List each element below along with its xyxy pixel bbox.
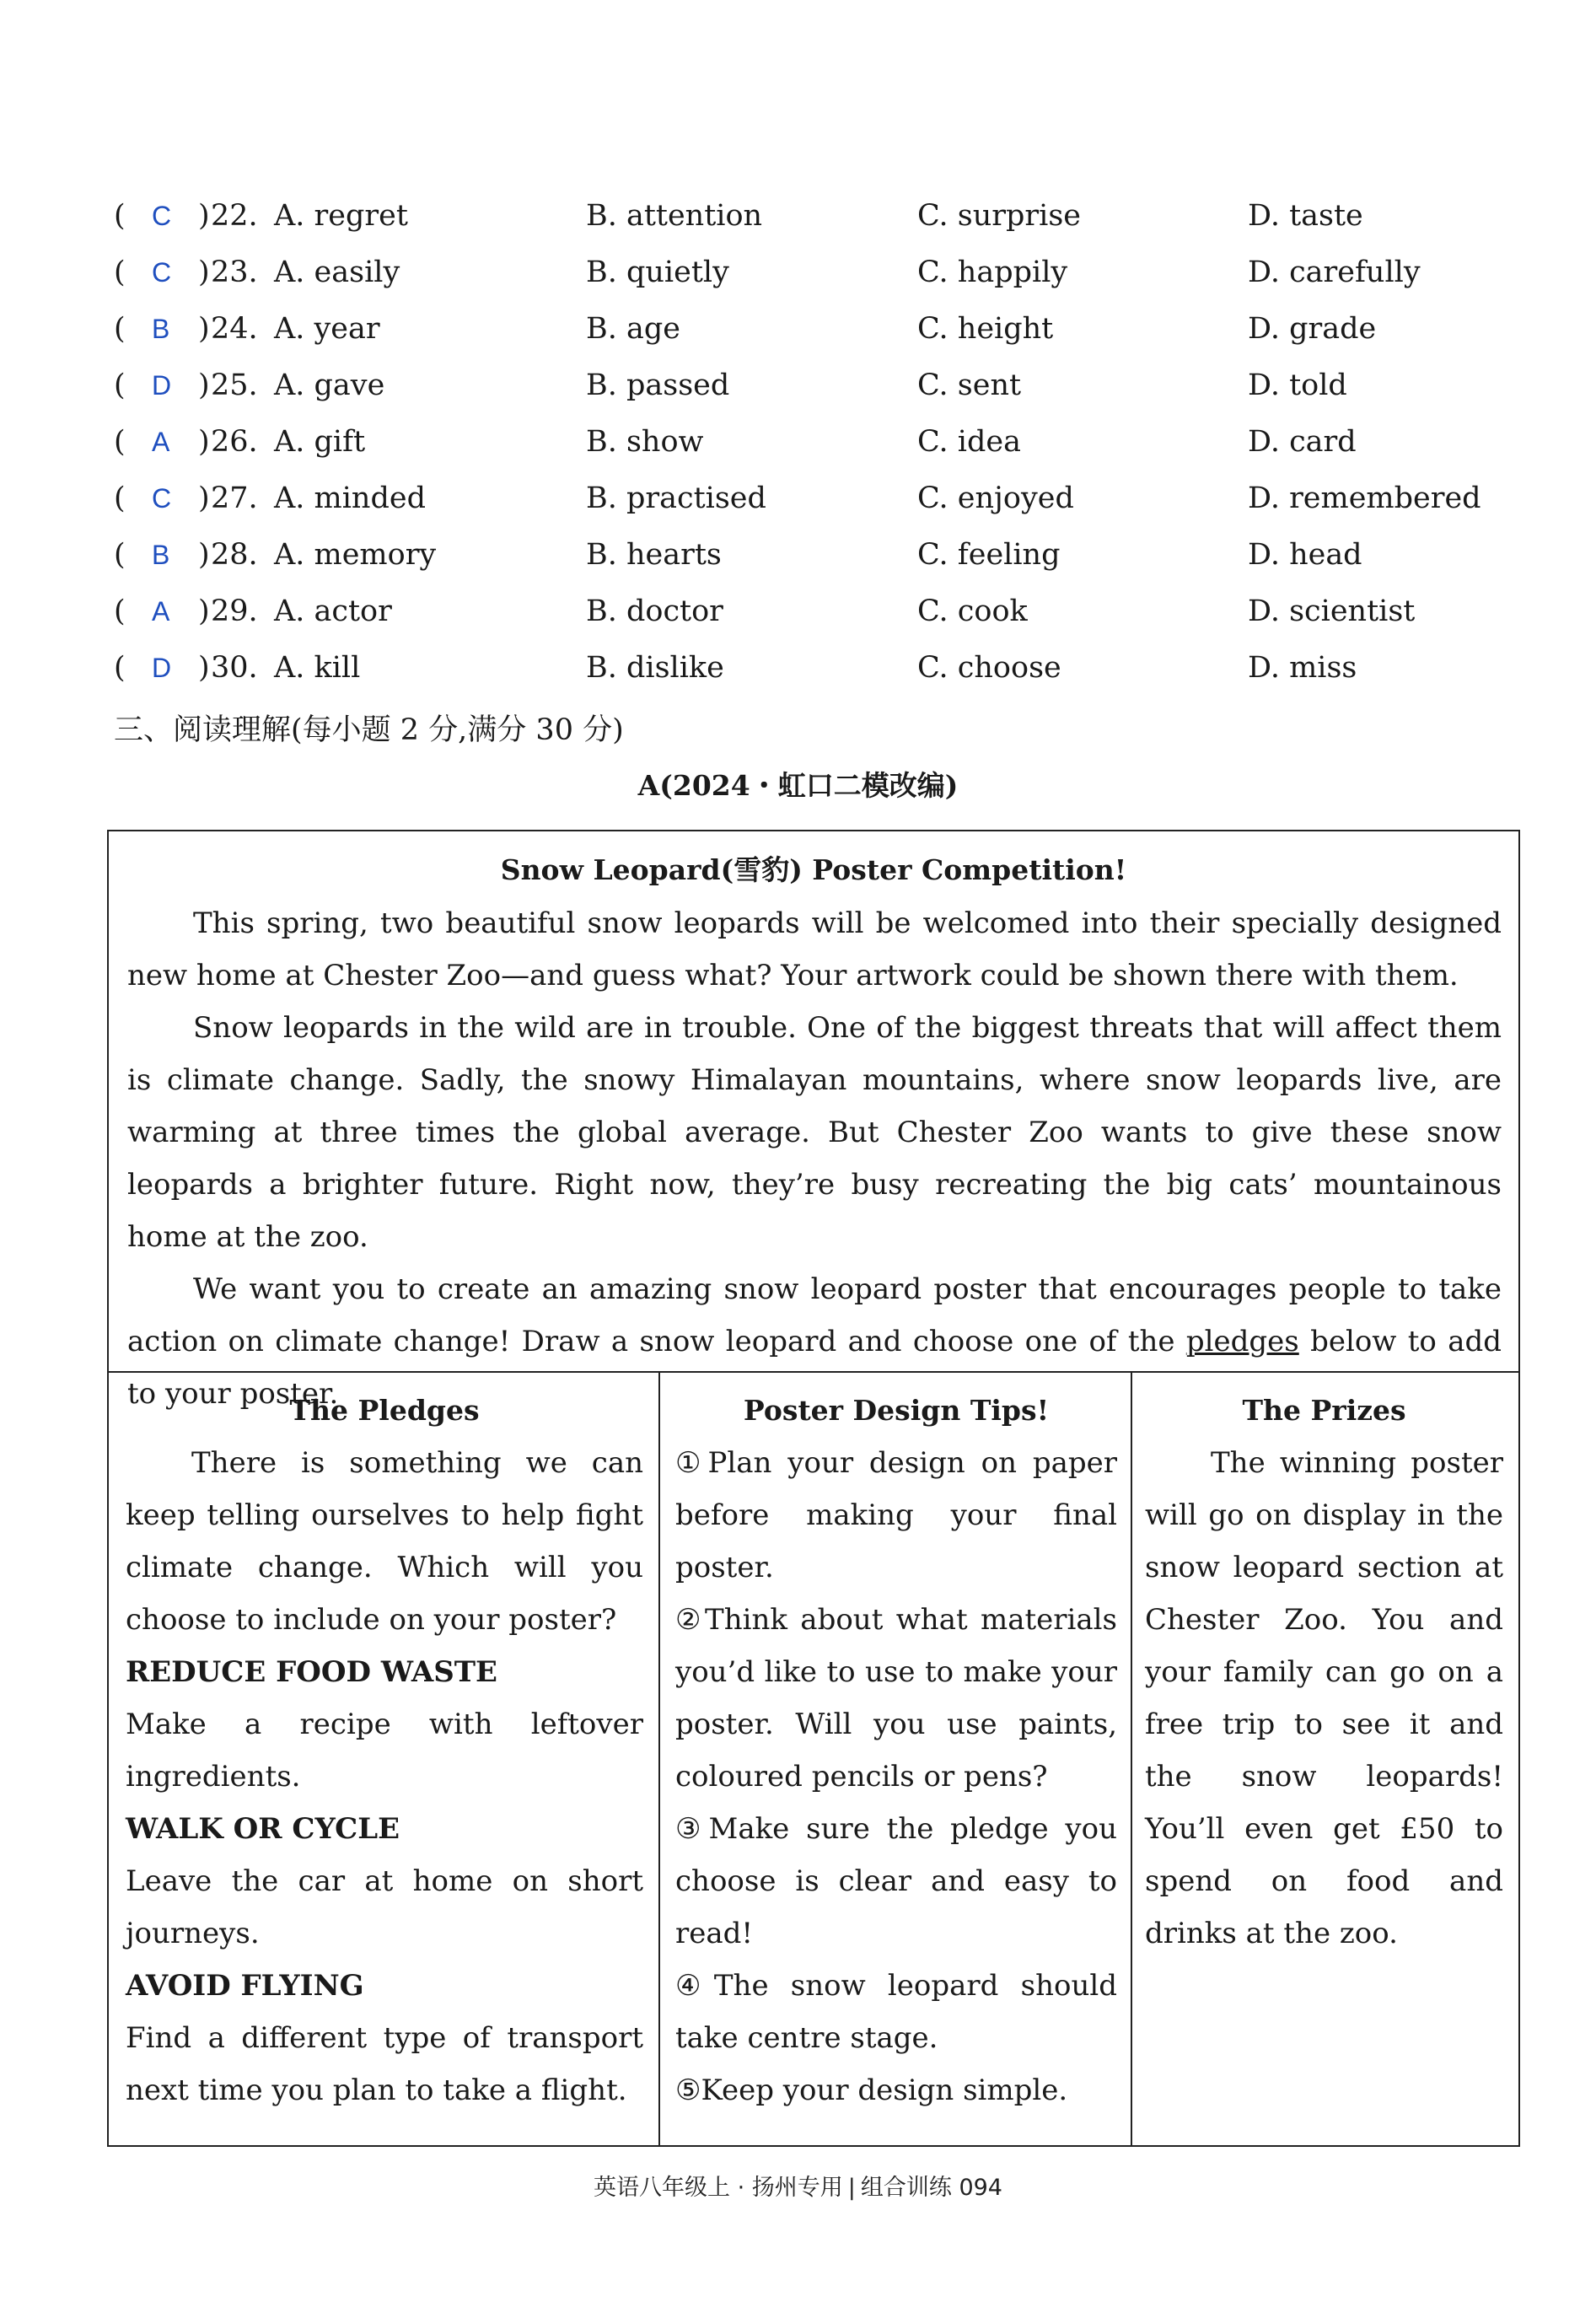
p3-text-before: We want you to create an amazing snow leopard poster that encourages people to take action on climate change! Draw a snow leopard and choose one of the (127, 1272, 1502, 1358)
footer-separator: | (847, 2175, 856, 2201)
tip-item: ②Think about what materials you’d like to use to make your poster. Will you use paints, coloured pencils or pens? (675, 1603, 1117, 1794)
option-a: A. easily (274, 255, 400, 289)
option-d: D. taste (1248, 199, 1363, 233)
prizes-column (1145, 1385, 1503, 1960)
option-b: B. show (586, 425, 704, 459)
option-b: B. passed (586, 368, 730, 402)
option-c: C. cook (917, 594, 1028, 628)
underlined-word-pledges: pledges (1185, 1325, 1299, 1358)
question-number: 23. (211, 255, 258, 289)
option-d: D. carefully (1248, 255, 1421, 289)
paren-close: ) (198, 199, 210, 233)
option-a: A. gift (274, 425, 366, 459)
question-number: 27. (211, 481, 258, 515)
paren-open: ( (114, 199, 126, 233)
tips-column (675, 1385, 1117, 2116)
tips-heading: Poster Design Tips! (743, 1394, 1050, 1427)
pledge-title: WALK OR CYCLE (126, 1812, 400, 1846)
pledge-title: AVOID FLYING (126, 1969, 364, 2003)
paren-open: ( (114, 425, 126, 459)
paren-open: ( (114, 368, 126, 402)
option-d: D. scientist (1248, 594, 1416, 628)
question-number: 28. (211, 538, 258, 572)
option-b: B. hearts (586, 538, 722, 572)
tip-item: ⑤Keep your design simple. (675, 2073, 1068, 2107)
handwritten-answer: A (152, 427, 170, 457)
option-c: C. choose (917, 651, 1061, 685)
pledges-heading: The Pledges (289, 1394, 480, 1427)
question-row-30 (114, 651, 1530, 702)
option-d: D. told (1248, 368, 1347, 402)
option-c: C. sent (917, 368, 1022, 402)
option-b: B. quietly (586, 255, 729, 289)
paren-open: ( (114, 651, 126, 685)
section-title: 三、阅读理解(每小题 2 分,满分 30 分) (114, 713, 624, 747)
option-d: D. head (1248, 538, 1362, 572)
paren-close: ) (198, 481, 210, 515)
paren-open: ( (114, 255, 126, 289)
paren-close: ) (198, 368, 210, 402)
question-row-22 (114, 199, 1530, 250)
tip-item: ④The snow leopard should take centre stage. (675, 1969, 1117, 2055)
paren-open: ( (114, 481, 126, 515)
passage-title: A(2024・虹口二模改编) (637, 769, 959, 802)
poster-intro (127, 897, 1502, 1420)
p3-text-after: below to add to your poster. (127, 1325, 1502, 1411)
option-a: A. minded (274, 481, 426, 515)
page-footer (0, 2169, 1596, 2202)
tip-item: ①Plan your design on paper before making your final poster. (675, 1446, 1117, 1584)
option-d: D. card (1248, 425, 1357, 459)
question-row-29 (114, 594, 1530, 645)
option-c: C. surprise (917, 199, 1082, 233)
question-row-24 (114, 312, 1530, 363)
option-d: D. miss (1248, 651, 1357, 685)
option-c: C. idea (917, 425, 1021, 459)
pledge-text: Make a recipe with leftover ingredients. (126, 1708, 643, 1794)
paren-close: ) (198, 538, 210, 572)
option-b: B. doctor (586, 594, 723, 628)
question-number: 29. (211, 594, 258, 628)
prizes-heading: The Prizes (1242, 1394, 1406, 1427)
option-b: B. age (586, 312, 680, 346)
option-a: A. kill (274, 651, 361, 685)
prizes-text: The winning poster will go on display in the snow leopard section at Chester Zoo. You and your family can go on a free trip to see it and the snow leopards! You’ll even get £50 to spend on food and drinks at the zoo. (1145, 1446, 1503, 1950)
question-row-25 (114, 368, 1530, 419)
question-number: 22. (211, 199, 258, 233)
option-d: D. grade (1248, 312, 1377, 346)
option-a: A. gave (274, 368, 385, 402)
paren-close: ) (198, 312, 210, 346)
divider (109, 1371, 1518, 1373)
poster-title: Snow Leopard(雪豹) Poster Competition! (500, 853, 1127, 886)
question-number: 25. (211, 368, 258, 402)
handwritten-answer: B (152, 314, 170, 344)
handwritten-answer: D (152, 653, 172, 683)
pledge-text: Leave the car at home on short journeys. (126, 1864, 643, 1950)
footer-series: 组合训练 (860, 2175, 952, 2201)
option-a: A. actor (274, 594, 392, 628)
question-number: 24. (211, 312, 258, 346)
option-c: C. happily (917, 255, 1068, 289)
paren-open: ( (114, 538, 126, 572)
option-b: B. dislike (586, 651, 724, 685)
option-a: A. year (274, 312, 380, 346)
poster-box (107, 830, 1520, 2147)
handwritten-answer: C (152, 257, 172, 288)
option-c: C. height (917, 312, 1054, 346)
pledge-text: Find a different type of transport next time you plan to take a flight. (126, 2021, 643, 2107)
question-row-23 (114, 255, 1530, 306)
handwritten-answer: C (152, 201, 172, 231)
paren-close: ) (198, 594, 210, 628)
tip-item: ③Make sure the pledge you choose is clear and easy to read! (675, 1812, 1117, 1950)
option-a: A. memory (274, 538, 437, 572)
handwritten-answer: A (152, 596, 170, 627)
column-divider (658, 1371, 660, 2147)
question-row-26 (114, 425, 1530, 476)
paren-close: ) (198, 425, 210, 459)
question-row-27 (114, 481, 1530, 532)
option-c: C. feeling (917, 538, 1061, 572)
intro-paragraph-2: Snow leopards in the wild are in trouble. One of the biggest threats that will affect them is climate change. Sadly, the snowy Himalayan mountains, where snow leopards live, are warming at three times the global average. But Chester Zoo wants to give these snow leopards a brighter future. Right now, they’re busy recreating the big cats’ mountainous home at the zoo. (127, 1011, 1502, 1254)
option-c: C. enjoyed (917, 481, 1074, 515)
option-d: D. remembered (1248, 481, 1481, 515)
footer-subject: 英语八年级上 · 扬州专用 (594, 2175, 843, 2201)
option-b: B. practised (586, 481, 766, 515)
intro-paragraph-1: This spring, two beautiful snow leopards will be welcomed into their specially designed new home at Chester Zoo—and guess what? Your artwork could be shown there with them. (127, 906, 1502, 992)
pledges-intro: There is something we can keep telling ourselves to help fight climate change. Which will you choose to include on your poster? (126, 1446, 643, 1637)
pledge-title: REDUCE FOOD WASTE (126, 1655, 497, 1689)
option-b: B. attention (586, 199, 763, 233)
page-number: 094 (959, 2175, 1002, 2201)
paren-close: ) (198, 651, 210, 685)
pledges-column (126, 1385, 643, 2116)
paren-close: ) (198, 255, 210, 289)
handwritten-answer: B (152, 540, 170, 570)
paren-open: ( (114, 594, 126, 628)
question-row-28 (114, 538, 1530, 589)
question-number: 30. (211, 651, 258, 685)
paren-open: ( (114, 312, 126, 346)
column-divider (1131, 1371, 1132, 2147)
question-number: 26. (211, 425, 258, 459)
handwritten-answer: C (152, 483, 172, 514)
handwritten-answer: D (152, 370, 172, 401)
option-a: A. regret (274, 199, 408, 233)
